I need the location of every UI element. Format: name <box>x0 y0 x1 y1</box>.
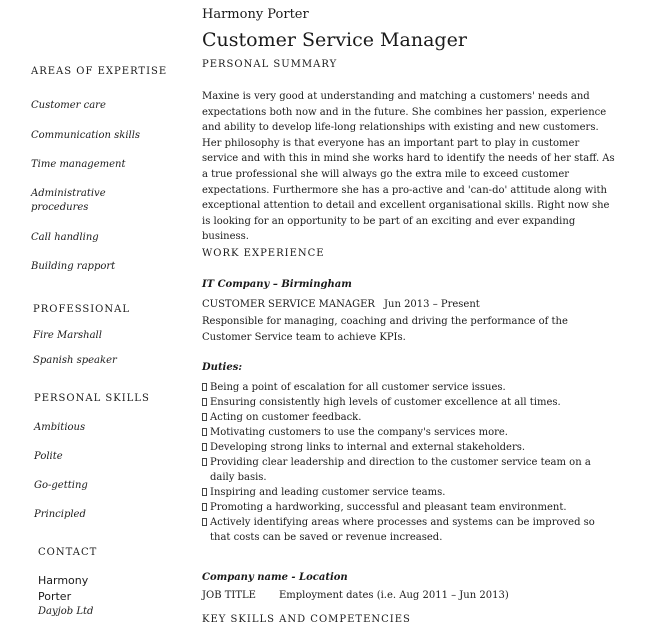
bullet-icon <box>202 383 207 391</box>
professional-heading: PROFESSIONAL <box>33 304 130 315</box>
professional-item: Fire Marshall <box>33 330 102 341</box>
duties-list <box>202 380 602 545</box>
summary-heading: PERSONAL SUMMARY <box>202 59 338 70</box>
work-experience-heading: WORK EXPERIENCE <box>202 248 325 259</box>
duty-item: Actively identifying areas where processes and systems can be improved so that costs can be saved or revenue increased. <box>202 515 602 545</box>
bullet-icon <box>202 443 207 451</box>
resume-job-title: Customer Service Manager <box>202 29 467 51</box>
expertise-item: Administrative procedures <box>31 188 106 213</box>
bullet-icon <box>202 503 207 511</box>
summary-text: Maxine is very good at understanding and matching a customers' needs and expectations both now and in the future. She combines her passion, experience and ability to develop life-long relationships with existing and new customers. Her philosophy is that everyone has an important part to play in customer service and with this in mind she works hard to identify the needs of her staff. As a true professional she will always go the extra mile to exceed customer expectations. Furthermore she has a pro-active and 'can-do' attitude along with exceptional attention to detail and excellent organisational skills. Right now she is looking for an opportunity to be part of an exciting and ever expanding business. <box>202 91 615 243</box>
expertise-item: Time management <box>31 159 126 170</box>
bullet-icon <box>202 428 207 436</box>
duty-item: Being a point of escalation for all customer service issues. <box>202 380 602 395</box>
job-description: Responsible for managing, coaching and driving the performance of the Customer Service team to achieve KPIs. <box>202 316 568 343</box>
key-skills-heading: KEY SKILLS AND COMPETENCIES <box>202 614 411 625</box>
duty-item: Ensuring consistently high levels of customer excellence at all times. <box>202 395 602 410</box>
contact-heading: CONTACT <box>38 547 98 558</box>
resume-name: Harmony Porter <box>202 7 309 22</box>
contact-company: Dayjob Ltd <box>38 606 94 617</box>
personal-skills-heading: PERSONAL SKILLS <box>34 393 150 404</box>
contact-name: Harmony Porter <box>38 574 89 603</box>
duty-item: Providing clear leadership and direction to the customer service team on a daily basis. <box>202 455 602 485</box>
bullet-icon <box>202 398 207 406</box>
job-role: CUSTOMER SERVICE MANAGER <box>202 299 375 310</box>
duty-item: Developing strong links to internal and external stakeholders. <box>202 440 602 455</box>
personal-skill-item: Polite <box>34 451 63 462</box>
job-dates: Jun 2013 – Present <box>384 299 480 310</box>
professional-item: Spanish speaker <box>33 355 117 366</box>
company-location: IT Company – Birmingham <box>202 279 352 290</box>
duty-item: Acting on customer feedback. <box>202 410 602 425</box>
job-role: JOB TITLE <box>202 590 256 601</box>
company-location: Company name - Location <box>202 572 348 583</box>
expertise-item: Call handling <box>31 232 99 243</box>
duty-item: Inspiring and leading customer service teams. <box>202 485 602 500</box>
bullet-icon <box>202 518 207 526</box>
expertise-item: Communication skills <box>31 130 141 141</box>
bullet-icon <box>202 488 207 496</box>
bullet-icon <box>202 413 207 421</box>
expertise-item: Building rapport <box>31 261 116 272</box>
duties-heading: Duties: <box>202 362 243 373</box>
personal-skill-item: Ambitious <box>34 422 86 433</box>
personal-skill-item: Go-getting <box>34 480 88 491</box>
expertise-heading: AREAS OF EXPERTISE <box>31 66 168 77</box>
job-dates: Employment dates (i.e. Aug 2011 – Jun 2013) <box>279 590 509 601</box>
personal-skill-item: Principled <box>34 509 86 520</box>
duty-item: Promoting a hardworking, successful and pleasant team environment. <box>202 500 602 515</box>
expertise-item: Customer care <box>31 100 106 111</box>
duty-item: Motivating customers to use the company's services more. <box>202 425 602 440</box>
bullet-icon <box>202 458 207 466</box>
